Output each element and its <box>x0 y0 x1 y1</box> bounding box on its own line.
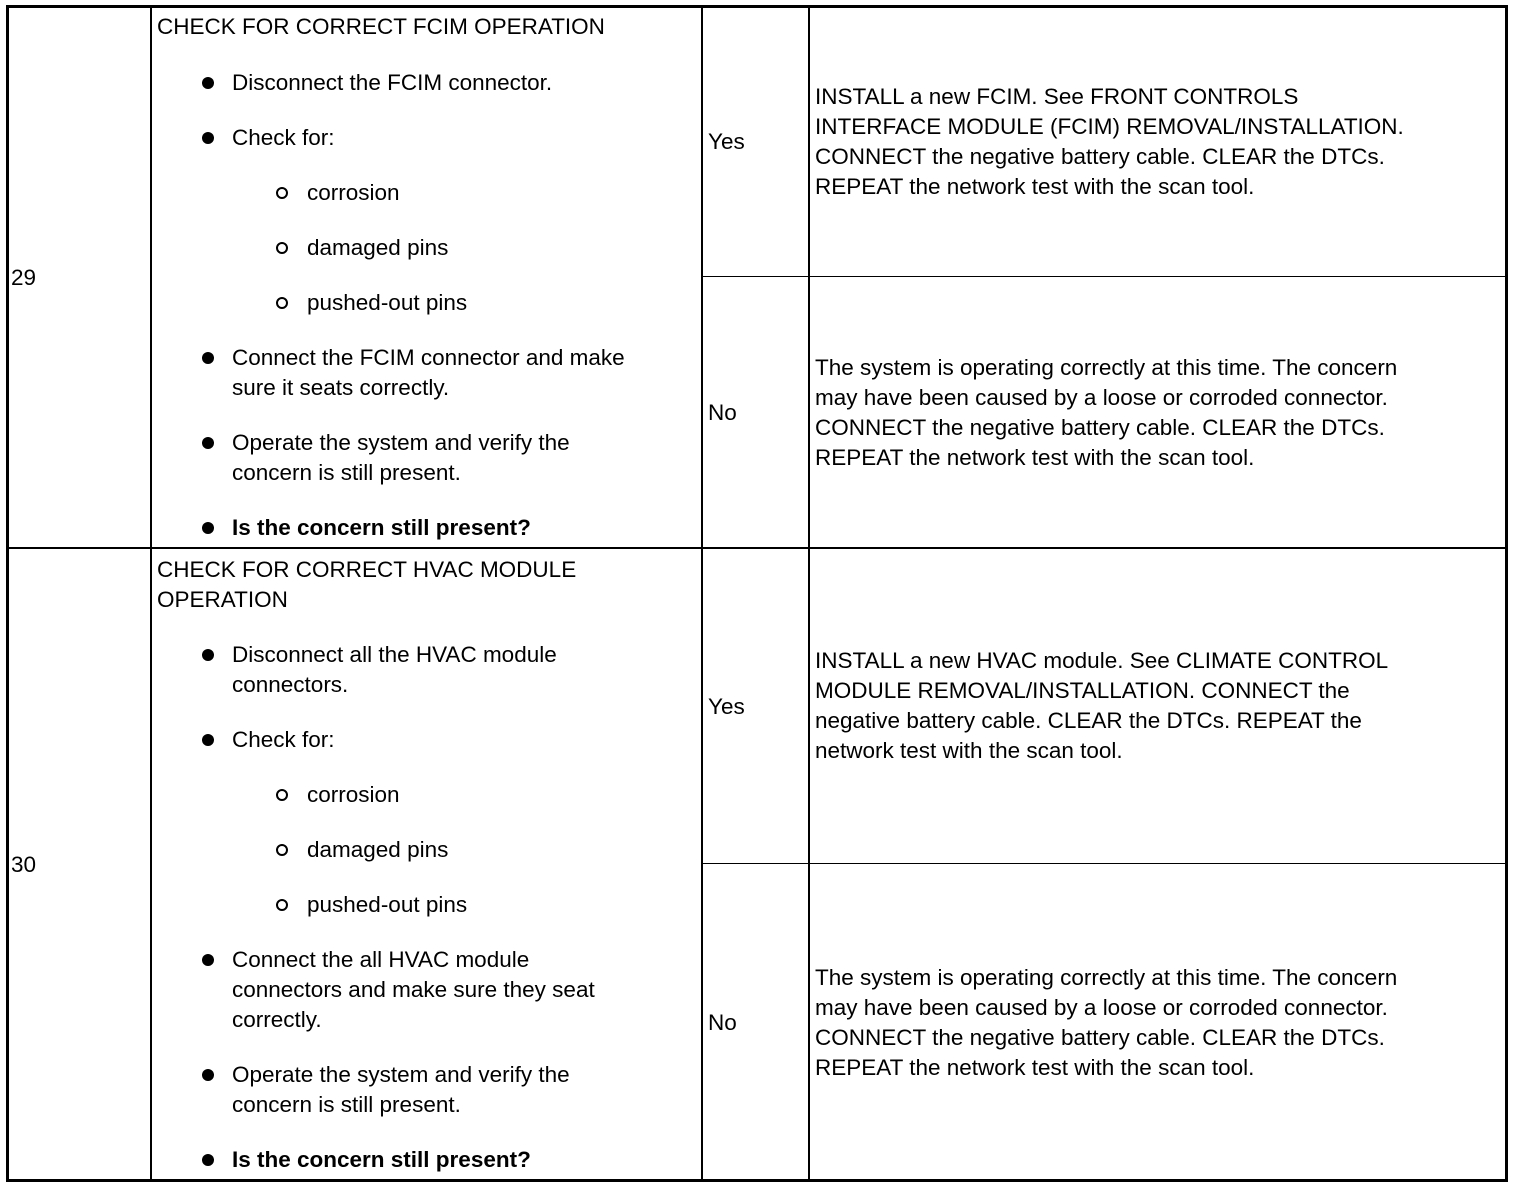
sub-instruction-item: corrosion <box>307 782 400 807</box>
yes-no-divider-29 <box>702 276 1508 277</box>
table-border-left <box>6 5 9 1182</box>
step-number: 30 <box>11 852 37 877</box>
bullet-icon <box>202 734 214 746</box>
step-heading: CHECK FOR CORRECT FCIM OPERATION <box>157 14 605 39</box>
instruction-item: connectors. <box>232 672 349 697</box>
yes-action: INSTALL a new HVAC module. See CLIMATE CONTROL <box>815 648 1389 673</box>
sub-instruction-item: pushed-out pins <box>307 892 468 917</box>
bullet-icon <box>202 77 214 89</box>
table-border-right <box>1505 5 1508 1182</box>
instruction-item: connectors and make sure they seat <box>232 977 595 1002</box>
step-heading: CHECK FOR CORRECT HVAC MODULE <box>157 557 577 582</box>
yes-action: INSTALL a new FCIM. See FRONT CONTROLS <box>815 84 1299 109</box>
bullet-icon <box>202 954 214 966</box>
bullet-icon <box>202 352 214 364</box>
instruction-item: concern is still present. <box>232 1092 461 1117</box>
no-action: CONNECT the negative battery cable. CLEAR the DTCs. <box>815 415 1385 440</box>
yes-no-divider-30 <box>702 863 1508 864</box>
step-number: 29 <box>11 265 37 290</box>
table-border-bottom <box>6 1179 1508 1182</box>
row-divider <box>6 547 1508 549</box>
instruction-item: correctly. <box>232 1007 322 1032</box>
sub-instruction-item: damaged pins <box>307 837 449 862</box>
sub-instruction-item: pushed-out pins <box>307 290 468 315</box>
sub-bullet-icon <box>276 844 288 856</box>
no-action: may have been caused by a loose or corroded connector. <box>815 995 1388 1020</box>
sub-instruction-item: corrosion <box>307 180 400 205</box>
sub-bullet-icon <box>276 899 288 911</box>
sub-bullet-icon <box>276 187 288 199</box>
no-label: No <box>708 1010 737 1035</box>
yes-action: network test with the scan tool. <box>815 738 1123 763</box>
instruction-item: Disconnect all the HVAC module <box>232 642 557 667</box>
yes-label: Yes <box>708 129 745 154</box>
yes-action: REPEAT the network test with the scan tool. <box>815 174 1255 199</box>
bullet-icon <box>202 132 214 144</box>
sub-bullet-icon <box>276 242 288 254</box>
yes-action: MODULE REMOVAL/INSTALLATION. CONNECT the <box>815 678 1350 703</box>
no-action: REPEAT the network test with the scan tool. <box>815 1055 1255 1080</box>
bullet-icon <box>202 522 214 534</box>
instruction-item: Connect the FCIM connector and make <box>232 345 625 370</box>
no-label: No <box>708 400 737 425</box>
table-border-top <box>6 5 1508 8</box>
bullet-icon <box>202 1154 214 1166</box>
column-divider-action <box>701 5 703 1182</box>
instruction-item: Connect the all HVAC module <box>232 947 530 972</box>
question-item: Is the concern still present? <box>232 1147 531 1172</box>
instruction-item: Operate the system and verify the <box>232 1062 570 1087</box>
no-action: The system is operating correctly at this time. The concern <box>815 965 1398 990</box>
yes-action: CONNECT the negative battery cable. CLEAR the DTCs. <box>815 144 1385 169</box>
yes-action: negative battery cable. CLEAR the DTCs. REPEAT the <box>815 708 1362 733</box>
yes-action: INTERFACE MODULE (FCIM) REMOVAL/INSTALLATION. <box>815 114 1404 139</box>
sub-bullet-icon <box>276 297 288 309</box>
no-action: The system is operating correctly at this time. The concern <box>815 355 1398 380</box>
no-action: REPEAT the network test with the scan tool. <box>815 445 1255 470</box>
bullet-icon <box>202 437 214 449</box>
question-item: Is the concern still present? <box>232 515 531 540</box>
instruction-item: sure it seats correctly. <box>232 375 450 400</box>
instruction-item: Disconnect the FCIM connector. <box>232 70 553 95</box>
yes-label: Yes <box>708 694 745 719</box>
bullet-icon <box>202 1069 214 1081</box>
instruction-item: Check for: <box>232 727 335 752</box>
step-heading: OPERATION <box>157 587 288 612</box>
bullet-icon <box>202 649 214 661</box>
instruction-item: Operate the system and verify the <box>232 430 570 455</box>
instruction-item: concern is still present. <box>232 460 461 485</box>
no-action: may have been caused by a loose or corroded connector. <box>815 385 1388 410</box>
no-action: CONNECT the negative battery cable. CLEAR the DTCs. <box>815 1025 1385 1050</box>
column-divider-step <box>150 5 152 1182</box>
sub-bullet-icon <box>276 789 288 801</box>
column-divider-result <box>808 5 810 1182</box>
sub-instruction-item: damaged pins <box>307 235 449 260</box>
instruction-item: Check for: <box>232 125 335 150</box>
